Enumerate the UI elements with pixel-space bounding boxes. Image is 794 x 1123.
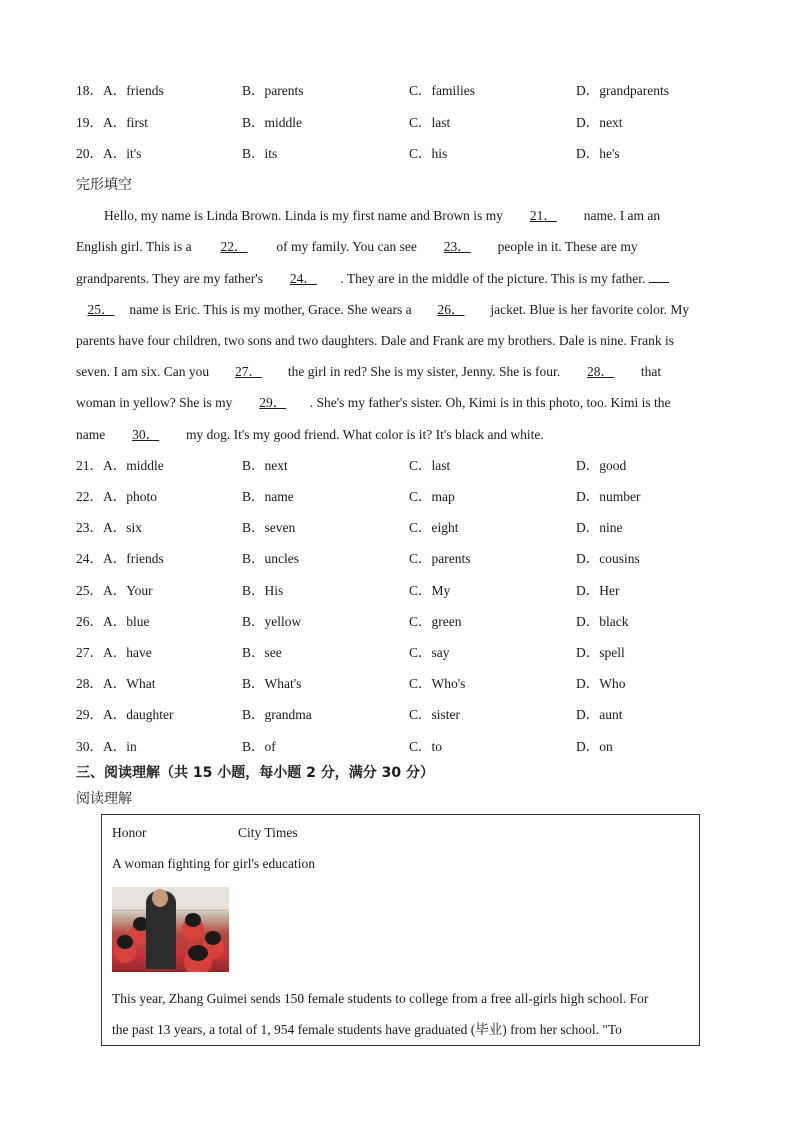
option-b: B．next xyxy=(242,458,288,473)
card-body-line-2: the past 13 years, a total of 1, 954 female students have graduated (毕业) from her school. "To xyxy=(112,1022,622,1037)
question-21 xyxy=(76,456,756,476)
option-b: B．seven xyxy=(242,520,296,535)
card-body-line-1: This year, Zhang Guimei sends 150 female students to college from a free all-girls high school. For xyxy=(112,991,649,1006)
cloze-title: 完形填空 xyxy=(76,177,132,193)
blank-21: 21． xyxy=(529,208,557,223)
card-honor: Honor xyxy=(112,825,147,840)
question-23 xyxy=(76,518,756,538)
question-30 xyxy=(76,737,756,757)
option-c: C．last xyxy=(409,458,451,473)
passage-line-8: name 30． my dog. It's my good friend. What color is it? It's black and white. xyxy=(76,425,746,445)
option-d: D．next xyxy=(576,115,623,130)
option-d: D．black xyxy=(576,614,629,629)
question-28 xyxy=(76,674,756,694)
question-27 xyxy=(76,643,756,663)
section-3-title: 三、阅读理解（共 15 小题，每小题 2 分，满分 30 分） xyxy=(76,765,434,781)
option-c: C．My xyxy=(409,583,451,598)
option-b: B．of xyxy=(242,739,276,754)
option-a: 23．A．six xyxy=(76,520,143,535)
option-a: 22．A．photo xyxy=(76,489,157,504)
option-a: 29．A．daughter xyxy=(76,707,174,722)
question-26 xyxy=(76,612,756,632)
option-d: D．aunt xyxy=(576,707,623,722)
blank-23: 23． xyxy=(443,239,471,254)
option-c: C．to xyxy=(409,739,443,754)
option-b: B．grandma xyxy=(242,707,312,722)
option-c: C．families xyxy=(409,83,475,98)
option-d: D．cousins xyxy=(576,551,640,566)
reading-label: 阅读理解 xyxy=(76,791,132,807)
option-a: 18．A．friends xyxy=(76,83,164,98)
option-d: D．number xyxy=(576,489,641,504)
question-19 xyxy=(76,113,756,133)
blank-24: 24． xyxy=(289,271,317,286)
option-d: D．good xyxy=(576,458,627,473)
option-c: C．green xyxy=(409,614,462,629)
option-c: C．Who's xyxy=(409,676,466,691)
passage-line-7: woman in yellow? She is my 29． . She's my father's sister. Oh, Kimi is in this photo, too. Kimi is the xyxy=(76,393,746,413)
blank-25: 25． xyxy=(87,302,115,317)
option-a: 27．A．have xyxy=(76,645,152,660)
option-b: B．What's xyxy=(242,676,302,691)
passage-line-5: parents have four children, two sons and two daughters. Dale and Frank are my brothers. Dale is nine. Frank is xyxy=(76,333,674,348)
passage-line-2: English girl. This is a 22． of my family. You can see 23． people in it. These are my xyxy=(76,237,746,257)
question-25 xyxy=(76,581,756,601)
option-d: D．he's xyxy=(576,146,620,161)
option-a: 25．A．Your xyxy=(76,583,153,598)
option-d: D．spell xyxy=(576,645,625,660)
option-a: 28．A．What xyxy=(76,676,156,691)
option-a: 19．A．first xyxy=(76,115,148,130)
option-b: B．its xyxy=(242,146,278,161)
question-20 xyxy=(76,144,756,164)
option-a: 20．A．it's xyxy=(76,146,142,161)
option-b: B．yellow xyxy=(242,614,302,629)
option-a: 24．A．friends xyxy=(76,551,164,566)
option-c: C．his xyxy=(409,146,448,161)
option-a: 30．A．in xyxy=(76,739,137,754)
reading-card xyxy=(101,814,700,1046)
passage-line-3: grandparents. They are my father's 24． . They are in the middle of the picture. This is my father. xyxy=(76,269,746,289)
question-29 xyxy=(76,705,756,725)
question-24 xyxy=(76,549,756,569)
option-d: D．Her xyxy=(576,583,620,598)
option-a: 26．A．blue xyxy=(76,614,150,629)
option-b: B．His xyxy=(242,583,284,598)
question-22 xyxy=(76,487,756,507)
option-d: D．on xyxy=(576,739,613,754)
blank-28: 28． xyxy=(587,364,615,379)
classroom-photo xyxy=(112,887,229,972)
option-c: C．sister xyxy=(409,707,461,722)
option-d: D．Who xyxy=(576,676,626,691)
option-b: B．name xyxy=(242,489,294,504)
option-c: C．map xyxy=(409,489,455,504)
card-source: City Times xyxy=(238,825,298,840)
blank-26: 26． xyxy=(437,302,465,317)
option-b: B．parents xyxy=(242,83,304,98)
blank-27: 27． xyxy=(234,364,262,379)
card-headline: A woman fighting for girl's education xyxy=(112,856,316,871)
option-d: D．grandparents xyxy=(576,83,669,98)
option-c: C．last xyxy=(409,115,451,130)
passage-line-4: 25． name is Eric. This is my mother, Grace. She wears a 26． jacket. Blue is her favorite color. My xyxy=(76,300,746,320)
option-c: C．say xyxy=(409,645,450,660)
blank-22: 22． xyxy=(220,239,248,254)
option-b: B．see xyxy=(242,645,282,660)
option-c: C．parents xyxy=(409,551,471,566)
passage-line-6: seven. I am six. Can you 27． the girl in red? She is my sister, Jenny. She is four. 28． that xyxy=(76,362,746,382)
option-a: 21．A．middle xyxy=(76,458,164,473)
question-18 xyxy=(76,81,756,101)
option-c: C．eight xyxy=(409,520,459,535)
passage-line-1: Hello, my name is Linda Brown. Linda is my first name and Brown is my 21． name. I am an xyxy=(104,206,774,226)
option-d: D．nine xyxy=(576,520,623,535)
blank-30: 30． xyxy=(132,427,160,442)
option-b: B．uncles xyxy=(242,551,299,566)
blank-29: 29． xyxy=(259,395,287,410)
option-b: B．middle xyxy=(242,115,302,130)
